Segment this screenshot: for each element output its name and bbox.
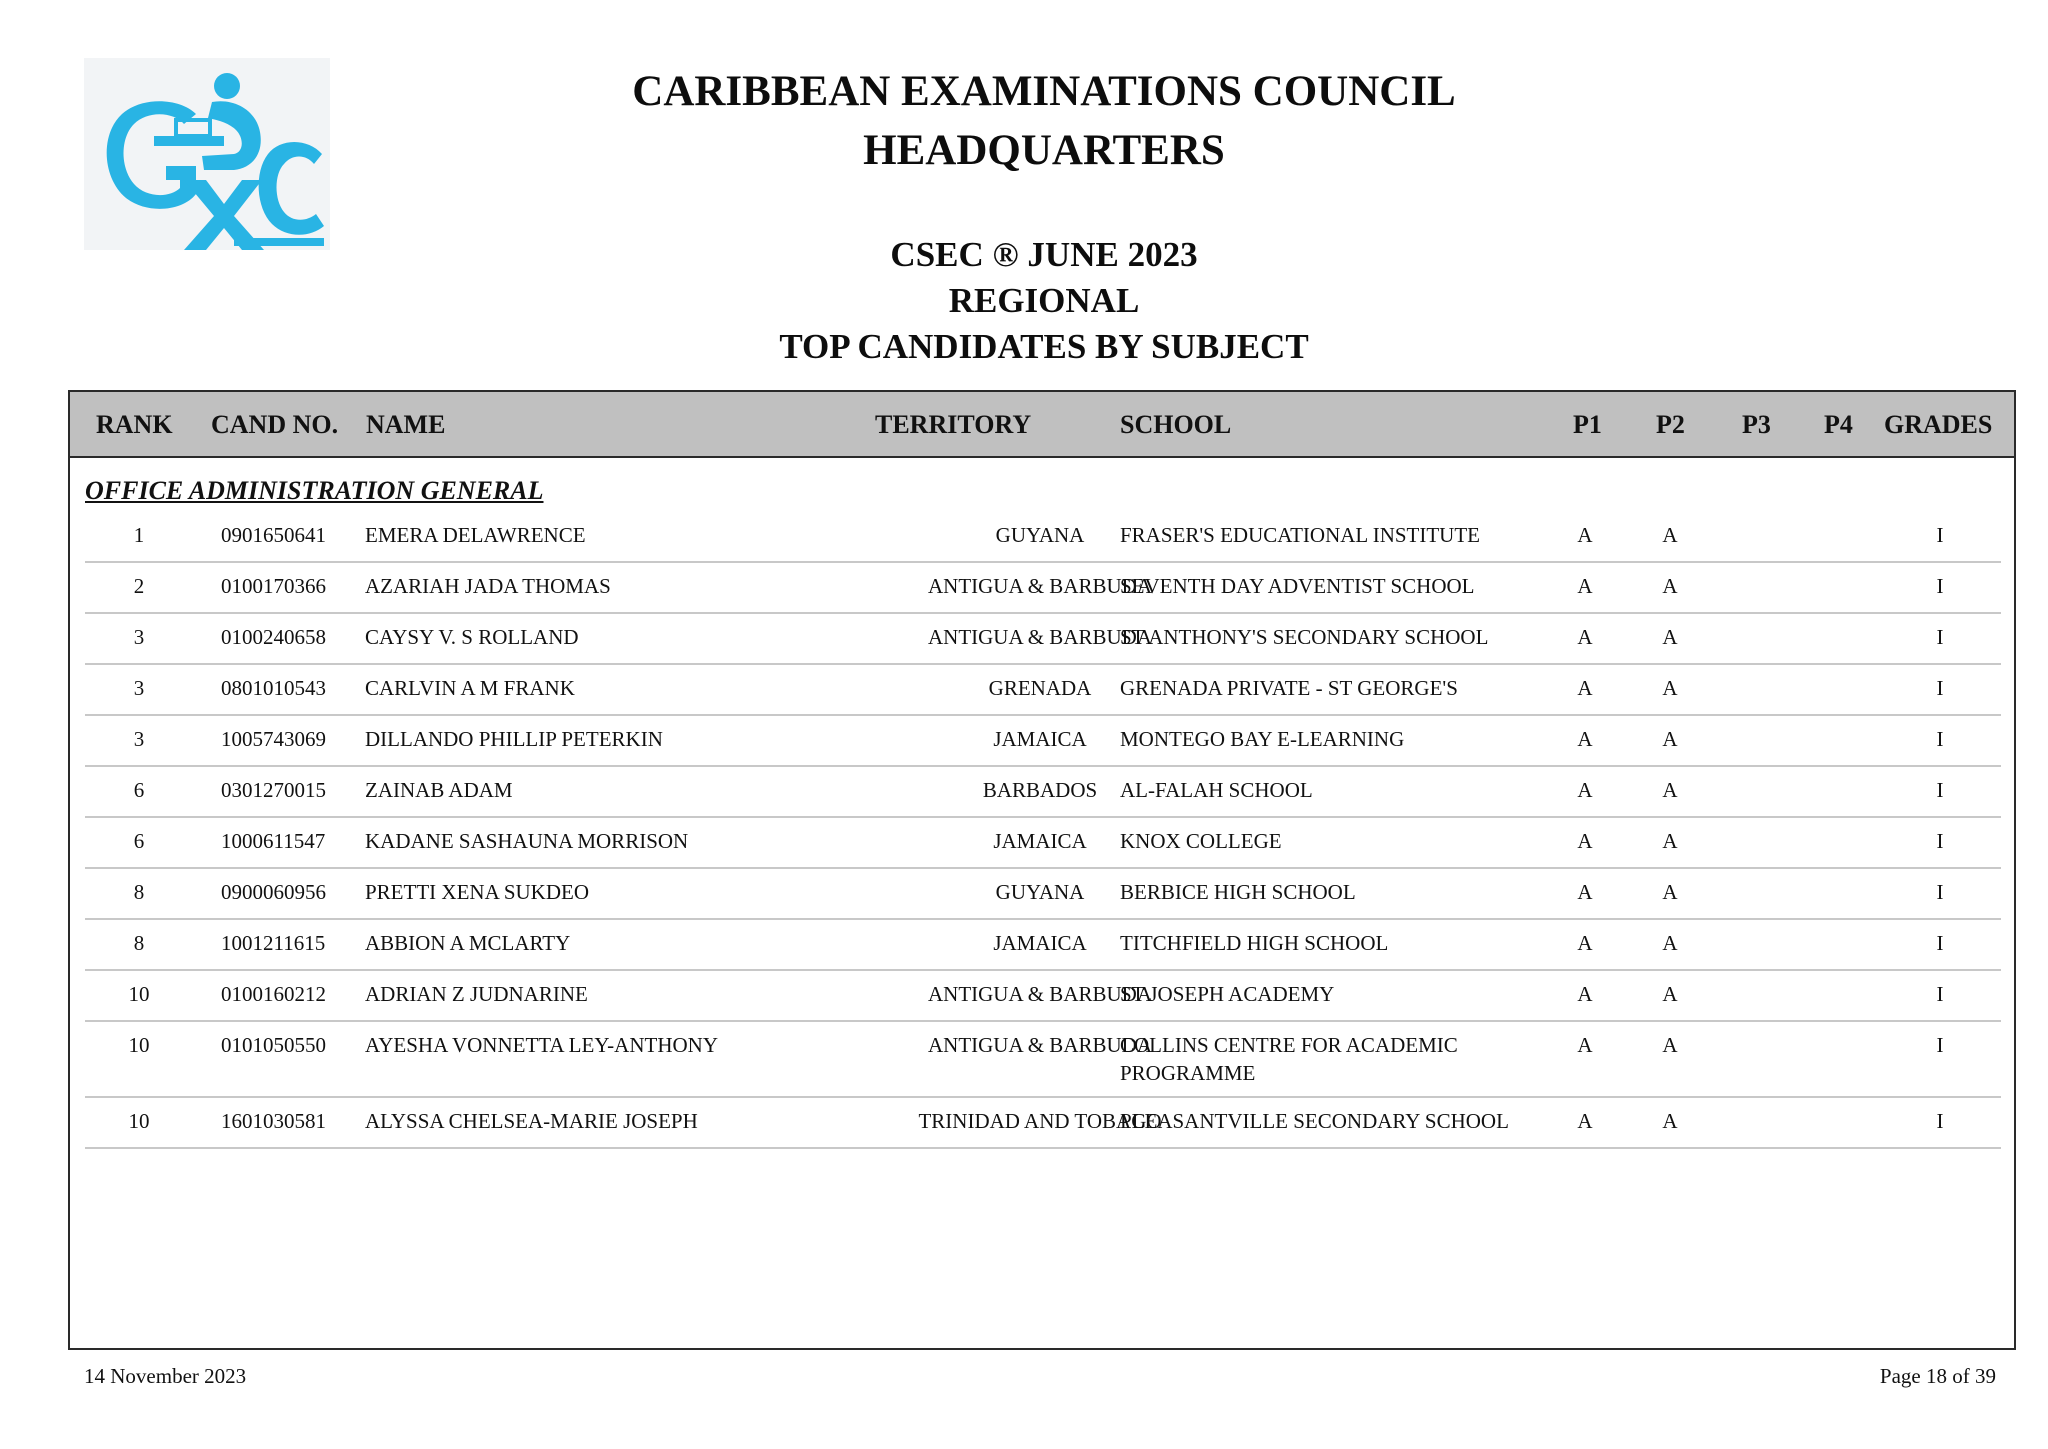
cand-no-cell: 0901650641 xyxy=(221,523,326,547)
p1-cell: A xyxy=(1577,574,1593,598)
territory-cell: GUYANA xyxy=(995,880,1085,904)
table-header xyxy=(70,392,2014,458)
cand-no-cell: 0801010543 xyxy=(221,676,326,700)
name-cell: ZAINAB ADAM xyxy=(365,778,513,802)
p2-cell: A xyxy=(1662,1033,1678,1057)
table-row xyxy=(85,563,2001,614)
table-row xyxy=(85,1098,2001,1149)
p1-cell: A xyxy=(1577,982,1593,1006)
grade-cell: I xyxy=(1936,1033,1944,1057)
p2-cell: A xyxy=(1662,982,1678,1006)
rank-cell: 3 xyxy=(133,727,145,751)
name-cell: CARLVIN A M FRANK xyxy=(365,676,575,700)
p1-cell: A xyxy=(1577,727,1593,751)
report-name: TOP CANDIDATES BY SUBJECT xyxy=(779,327,1309,366)
table-row xyxy=(85,716,2001,767)
cand-no-cell: 1005743069 xyxy=(221,727,326,751)
grade-cell: I xyxy=(1936,574,1944,598)
column-header-school: SCHOOL xyxy=(1120,410,1232,439)
p1-cell: A xyxy=(1577,1109,1593,1133)
table-row xyxy=(85,920,2001,971)
grade-cell: I xyxy=(1936,982,1944,1006)
column-header-cand-no: CAND NO. xyxy=(211,410,339,439)
school-cell: AL-FALAH SCHOOL xyxy=(1120,778,1313,802)
school-cell: FRASER'S EDUCATIONAL INSTITUTE xyxy=(1120,523,1481,547)
rank-cell: 3 xyxy=(133,625,145,649)
column-header-territory: TERRITORY xyxy=(875,410,1032,439)
territory-cell: JAMAICA xyxy=(993,727,1087,751)
rank-cell: 10 xyxy=(128,1033,150,1057)
rank-cell: 2 xyxy=(133,574,145,598)
territory-cell: BARBADOS xyxy=(982,778,1098,802)
footer-date: 14 November 2023 xyxy=(84,1364,247,1388)
column-header-p2: P2 xyxy=(1656,410,1685,439)
results-table xyxy=(68,390,2016,1350)
rank-cell: 1 xyxy=(133,523,145,547)
column-header-grades: GRADES xyxy=(1884,410,1993,439)
p1-cell: A xyxy=(1577,931,1593,955)
p2-cell: A xyxy=(1662,1109,1678,1133)
territory-cell: ANTIGUA & BARBUDA xyxy=(927,625,1152,649)
column-header-p1: P1 xyxy=(1573,410,1602,439)
territory-cell: JAMAICA xyxy=(993,829,1087,853)
table-row xyxy=(85,614,2001,665)
name-cell: ALYSSA CHELSEA-MARIE JOSEPH xyxy=(365,1109,698,1133)
p1-cell: A xyxy=(1577,625,1593,649)
name-cell: ADRIAN Z JUDNARINE xyxy=(365,982,588,1006)
subject-heading: OFFICE ADMINISTRATION GENERAL xyxy=(85,476,544,505)
p2-cell: A xyxy=(1662,778,1678,802)
territory-cell: GRENADA xyxy=(988,676,1092,700)
territory-cell: TRINIDAD AND TOBAGO xyxy=(918,1109,1162,1133)
exam-title: CSEC ® JUNE 2023 xyxy=(890,235,1198,274)
cand-no-cell: 0100170366 xyxy=(221,574,326,598)
grade-cell: I xyxy=(1936,880,1944,904)
territory-cell: JAMAICA xyxy=(993,931,1087,955)
table-row xyxy=(85,665,2001,716)
table-row xyxy=(85,869,2001,920)
rank-cell: 8 xyxy=(133,880,145,904)
p2-cell: A xyxy=(1662,523,1678,547)
grade-cell: I xyxy=(1936,931,1944,955)
p1-cell: A xyxy=(1577,778,1593,802)
grade-cell: I xyxy=(1936,523,1944,547)
school-cell: GRENADA PRIVATE - ST GEORGE'S xyxy=(1120,676,1458,700)
name-cell: CAYSY V. S ROLLAND xyxy=(365,625,579,649)
cand-no-cell: 0900060956 xyxy=(221,880,326,904)
rank-cell: 6 xyxy=(133,829,145,853)
table-row xyxy=(85,1022,2001,1098)
name-cell: ABBION A MCLARTY xyxy=(365,931,571,955)
school-cell: PLEASANTVILLE SECONDARY SCHOOL xyxy=(1120,1109,1509,1133)
grade-cell: I xyxy=(1936,1109,1944,1133)
cand-no-cell: 1000611547 xyxy=(221,829,326,853)
p2-cell: A xyxy=(1662,574,1678,598)
school-cell: BERBICE HIGH SCHOOL xyxy=(1120,880,1356,904)
cand-no-cell: 0100240658 xyxy=(221,625,326,649)
table-row xyxy=(85,818,2001,869)
rank-cell: 10 xyxy=(128,1109,150,1133)
table-row xyxy=(85,971,2001,1022)
p1-cell: A xyxy=(1577,523,1593,547)
table-row xyxy=(85,512,2001,563)
rank-cell: 3 xyxy=(133,676,145,700)
column-header-p4: P4 xyxy=(1824,410,1853,439)
org-name: CARIBBEAN EXAMINATIONS COUNCIL xyxy=(632,68,1456,115)
territory-cell: GUYANA xyxy=(995,523,1085,547)
org-subtitle: HEADQUARTERS xyxy=(863,127,1225,174)
column-header-rank: RANK xyxy=(96,410,173,439)
school-cell: COLLINS CENTRE FOR ACADEMIC PROGRAMME xyxy=(1120,1033,1458,1085)
p1-cell: A xyxy=(1577,1033,1593,1057)
territory-cell: ANTIGUA & BARBUDA xyxy=(927,1033,1152,1057)
name-cell: AZARIAH JADA THOMAS xyxy=(365,574,611,598)
name-cell: DILLANDO PHILLIP PETERKIN xyxy=(365,727,663,751)
school-cell: ST ANTHONY'S SECONDARY SCHOOL xyxy=(1120,625,1489,649)
rank-cell: 8 xyxy=(133,931,145,955)
p2-cell: A xyxy=(1662,880,1678,904)
table-body xyxy=(85,512,2001,1149)
p2-cell: A xyxy=(1662,727,1678,751)
name-cell: PRETTI XENA SUKDEO xyxy=(365,880,589,904)
cand-no-cell: 0101050550 xyxy=(221,1033,326,1057)
p2-cell: A xyxy=(1662,676,1678,700)
column-header-p3: P3 xyxy=(1742,410,1771,439)
p2-cell: A xyxy=(1662,931,1678,955)
p1-cell: A xyxy=(1577,880,1593,904)
p1-cell: A xyxy=(1577,676,1593,700)
page-number: Page 18 of 39 xyxy=(1879,1364,1996,1388)
report-title xyxy=(0,232,2048,370)
grade-cell: I xyxy=(1936,727,1944,751)
p2-cell: A xyxy=(1662,829,1678,853)
name-cell: EMERA DELAWRENCE xyxy=(365,523,586,547)
school-cell: KNOX COLLEGE xyxy=(1120,829,1282,853)
column-header-name: NAME xyxy=(366,410,446,439)
grade-cell: I xyxy=(1936,676,1944,700)
table-row xyxy=(85,767,2001,818)
grade-cell: I xyxy=(1936,625,1944,649)
name-cell: KADANE SASHAUNA MORRISON xyxy=(365,829,689,853)
cand-no-cell: 0100160212 xyxy=(221,982,326,1006)
school-cell: MONTEGO BAY E-LEARNING xyxy=(1120,727,1405,751)
territory-cell: ANTIGUA & BARBUDA xyxy=(927,574,1152,598)
grade-cell: I xyxy=(1936,778,1944,802)
territory-cell: ANTIGUA & BARBUDA xyxy=(927,982,1152,1006)
school-cell: SEVENTH DAY ADVENTIST SCHOOL xyxy=(1120,574,1475,598)
scope-title: REGIONAL xyxy=(948,281,1140,320)
cand-no-cell: 0301270015 xyxy=(221,778,326,802)
p2-cell: A xyxy=(1662,625,1678,649)
name-cell: AYESHA VONNETTA LEY-ANTHONY xyxy=(365,1033,718,1057)
school-cell: TITCHFIELD HIGH SCHOOL xyxy=(1120,931,1389,955)
p1-cell: A xyxy=(1577,829,1593,853)
organization-title xyxy=(0,62,2048,180)
school-cell: ST JOSEPH ACADEMY xyxy=(1120,982,1335,1006)
cand-no-cell: 1001211615 xyxy=(221,931,326,955)
cand-no-cell: 1601030581 xyxy=(221,1109,326,1133)
grade-cell: I xyxy=(1936,829,1944,853)
rank-cell: 6 xyxy=(133,778,145,802)
rank-cell: 10 xyxy=(128,982,150,1006)
